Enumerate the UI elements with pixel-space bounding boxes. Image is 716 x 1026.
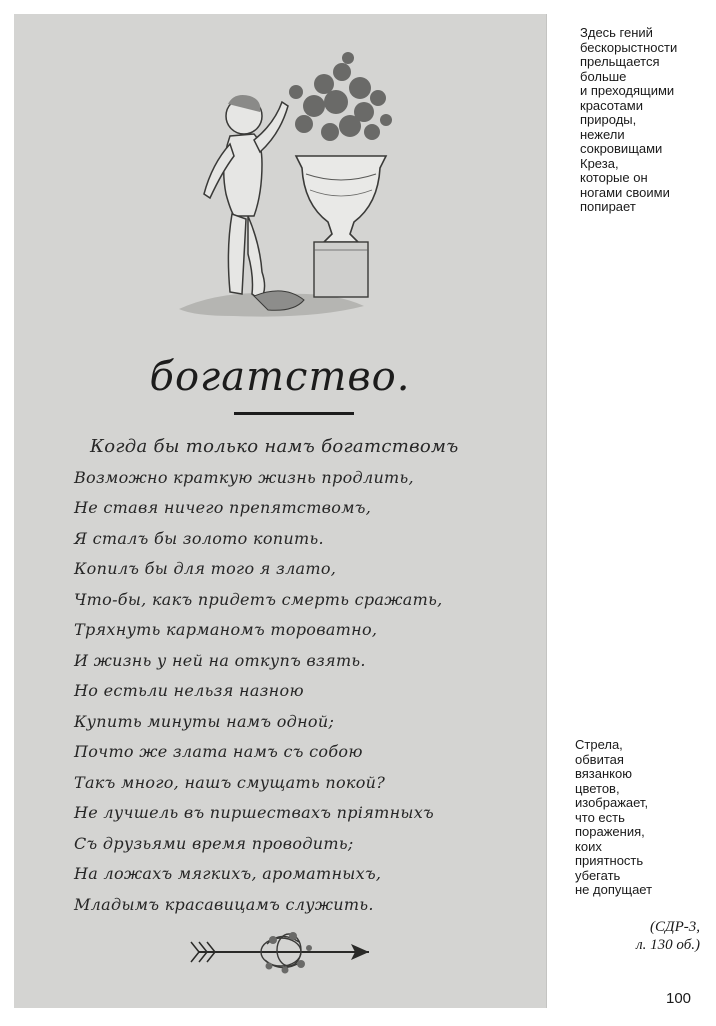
poem-line: Что-бы, какъ придетъ смерть сражать, xyxy=(74,589,443,609)
caption-line: поражения, xyxy=(575,824,645,839)
cherub-urn-illustration xyxy=(164,44,424,319)
caption-line: Стрела, xyxy=(575,737,623,752)
arrow-with-flowers-illustration xyxy=(189,924,379,980)
illustration-caption-bottom xyxy=(575,738,665,898)
caption-line: цветов, xyxy=(575,780,620,796)
poem-line: Съ друзьями время проводить; xyxy=(74,833,354,853)
poem-line: Возможно краткую жизнь продлить, xyxy=(74,467,414,487)
caption-line: прельщается xyxy=(580,54,660,69)
caption-line: Здесь гений xyxy=(580,25,653,40)
poem-line: На ложахъ мягкихъ, ароматныхъ, xyxy=(74,864,382,883)
caption-line: природы, xyxy=(580,112,637,127)
manuscript-plate xyxy=(14,14,547,1008)
caption-line: нежели xyxy=(580,126,625,142)
poem-line: Когда бы только намъ богатствомъ xyxy=(90,436,459,457)
caption-line: Креза, xyxy=(580,155,619,171)
poem-line: И жизнь у ней на откупъ взять. xyxy=(74,650,366,670)
poem-line: Тряхнуть карманомъ тороватно, xyxy=(74,620,378,639)
caption-line: бескорыстности xyxy=(580,39,678,55)
poem-line: Такъ много, нашъ смущать покой? xyxy=(74,772,386,792)
caption-line: изображает, xyxy=(575,795,649,810)
title-underline xyxy=(234,412,354,415)
poem-title: богатство. xyxy=(149,354,411,400)
illustration-caption-top xyxy=(580,26,700,215)
caption-line: обвитая xyxy=(575,751,624,767)
poem-line: Купить минуты намъ одной; xyxy=(74,711,335,731)
source-line: (СДР-3, xyxy=(650,919,700,935)
poem-line: Не лучшель въ пиршествахъ пріятныхъ xyxy=(74,803,435,822)
caption-line: приятность xyxy=(575,853,644,868)
caption-line: коих xyxy=(575,838,602,854)
source-line: л. 130 об.) xyxy=(636,937,700,953)
poem-line: Копилъ бы для того я злато, xyxy=(74,559,337,578)
source-reference xyxy=(600,918,700,954)
caption-line: вязанкою xyxy=(575,766,632,781)
caption-line: попирает xyxy=(580,199,636,214)
poem-line: Младымъ красавицамъ служить. xyxy=(74,894,374,914)
poem-line: Не ставя ничего препятствомъ, xyxy=(74,498,372,517)
caption-line: не допущает xyxy=(575,882,653,897)
poem-text xyxy=(74,432,534,920)
caption-line: сокровищами xyxy=(580,141,663,156)
caption-line: что есть xyxy=(575,809,625,825)
caption-line: больше xyxy=(580,68,627,84)
page-number: 100 xyxy=(666,990,692,1007)
poem-line: Но естьли нельзя назною xyxy=(74,681,304,700)
caption-line: убегать xyxy=(575,867,621,883)
poem-line: Почто же злата намъ съ собою xyxy=(74,742,363,761)
caption-line: и преходящими xyxy=(580,83,675,98)
caption-line: красотами xyxy=(580,97,643,113)
caption-line: ногами своими xyxy=(580,184,670,200)
caption-line: которые он xyxy=(580,170,648,185)
poem-line: Я сталъ бы золото копить. xyxy=(74,528,324,548)
